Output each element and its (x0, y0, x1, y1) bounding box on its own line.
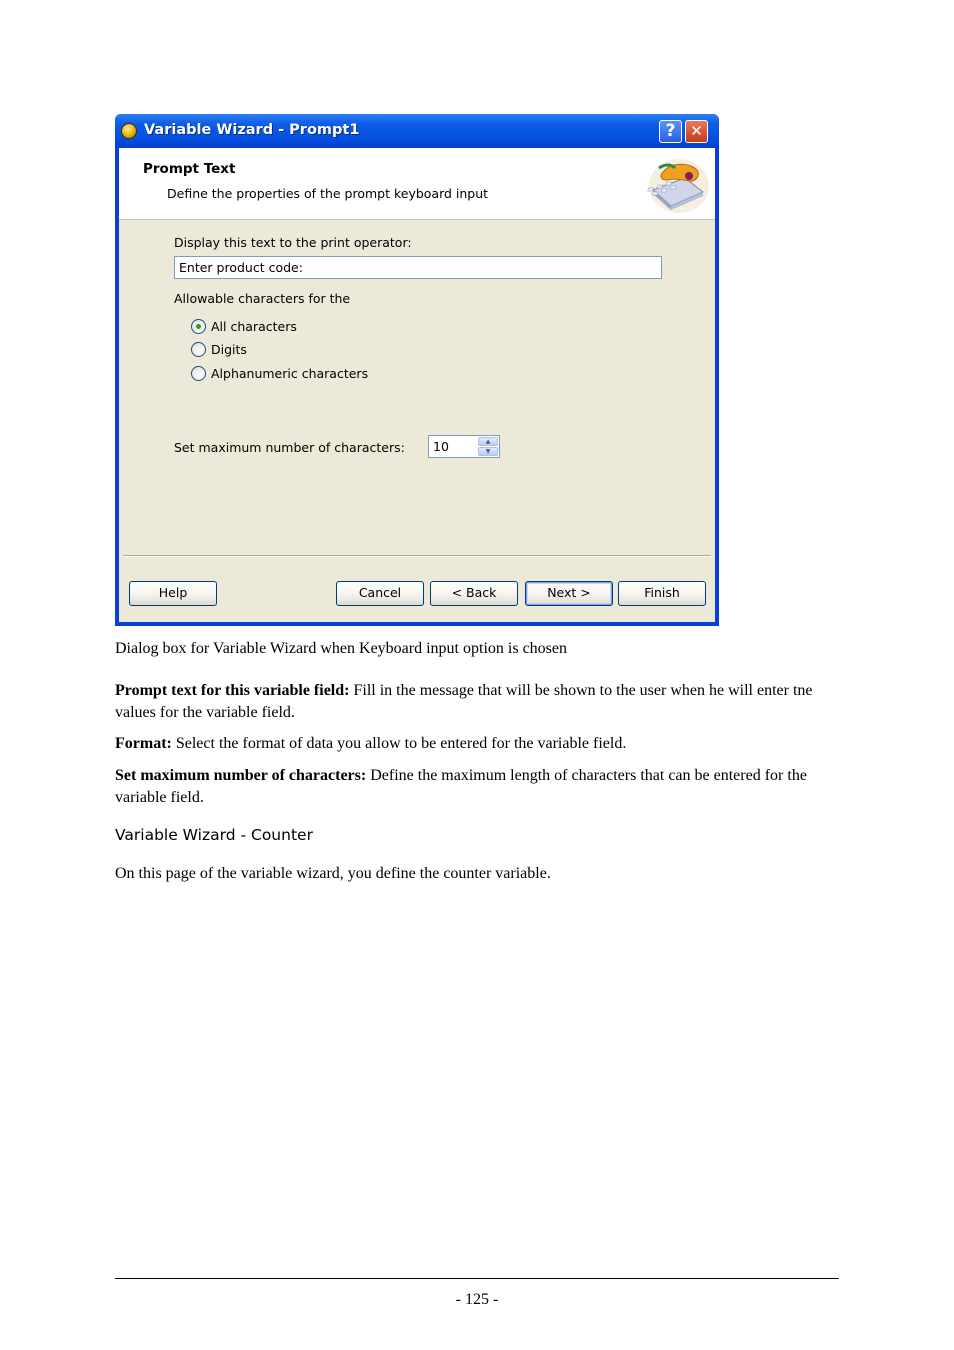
max-chars-label: Set maximum number of characters: (174, 440, 405, 455)
allowable-label: Allowable characters for the (174, 291, 351, 306)
paragraph-format (115, 733, 841, 755)
term: Prompt text for this variable field: (115, 682, 350, 699)
next-button[interactable]: Next > (525, 581, 613, 606)
section-heading: Variable Wizard - Counter (115, 826, 313, 844)
footer-divider (115, 1278, 839, 1279)
help-button[interactable]: Help (129, 581, 217, 606)
spin-down-icon[interactable]: ▼ (478, 447, 498, 456)
section-text: On this page of the variable wizard, you define the counter variable. (115, 865, 551, 882)
radio-label: Digits (211, 342, 247, 357)
dialog-client (119, 148, 715, 622)
header-title: Prompt Text (143, 161, 236, 177)
dialog-title: Variable Wizard - Prompt1 (144, 122, 360, 138)
radio-button[interactable] (191, 342, 206, 357)
radio-button[interactable] (191, 366, 206, 381)
radio-label: All characters (211, 319, 297, 334)
help-title-button[interactable]: ? (659, 120, 682, 143)
max-chars-value[interactable]: 10 (433, 439, 449, 454)
close-button[interactable]: ✕ (685, 120, 708, 143)
app-icon (121, 123, 137, 139)
cancel-button[interactable]: Cancel (336, 581, 424, 606)
term: Format: (115, 735, 172, 752)
definition: Fill in the message that will be shown to the user when he will enter tne values for the variable field. (115, 682, 813, 721)
definition: Define the maximum length of characters that can be entered for the variable field. (115, 767, 807, 806)
paragraph-max-chars (115, 765, 841, 809)
divider (123, 555, 711, 557)
radio-button[interactable] (191, 319, 206, 334)
definition: Select the format of data you allow to be entered for the variable field. (171, 735, 627, 752)
wizard-header (119, 148, 715, 220)
finish-button[interactable]: Finish (618, 581, 706, 606)
prompt-text-input[interactable]: Enter product code: (174, 256, 662, 279)
max-chars-spinner[interactable] (428, 435, 500, 458)
radio-label: Alphanumeric characters (211, 366, 369, 381)
header-subtitle: Define the properties of the prompt keyboard input (167, 186, 489, 201)
title-bar[interactable] (115, 114, 719, 148)
paragraph-prompt-text (115, 680, 841, 724)
variable-wizard-dialog (115, 114, 719, 626)
spin-up-icon[interactable]: ▲ (478, 437, 498, 446)
term: Set maximum number of characters: (115, 767, 367, 784)
prompt-label: Display this text to the print operator: (174, 235, 412, 250)
figure-caption: Dialog box for Variable Wizard when Keyboard input option is chosen (115, 640, 567, 657)
page-number: - 125 - (455, 1291, 499, 1308)
back-button[interactable]: < Back (430, 581, 518, 606)
keyboard-hand-icon (645, 154, 709, 214)
